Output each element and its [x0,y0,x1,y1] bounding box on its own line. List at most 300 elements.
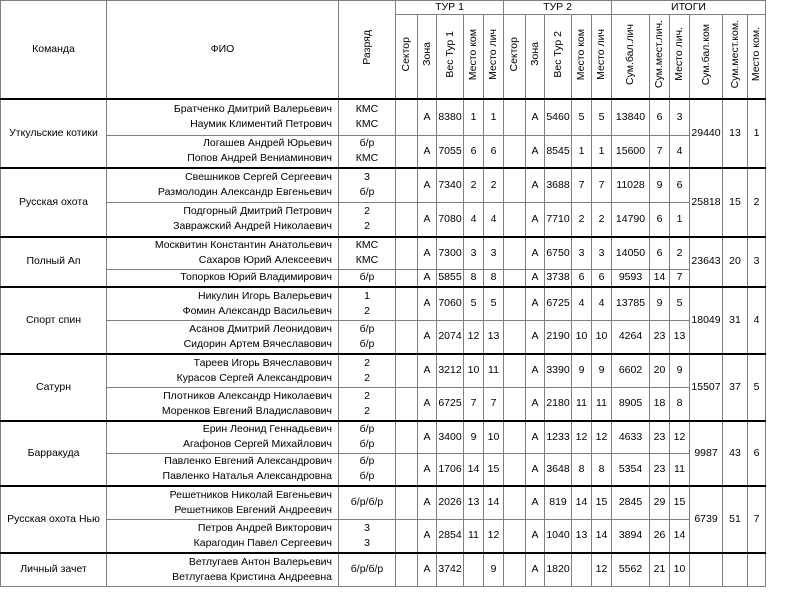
sector-tour1 [396,421,418,454]
zone-tour2: А [526,486,545,520]
sum-places-ind: 6 [650,237,670,270]
place-team-tour1: 8 [464,270,484,287]
place-team-tour2: 1 [572,136,592,168]
place-team-total: 7 [748,486,766,553]
sector-tour2 [504,136,526,168]
sum-points-ind: 5354 [612,454,650,486]
place-team-tour1: 10 [464,354,484,388]
sum-points-ind: 11028 [612,168,650,203]
participant-name: Наумик Климентий Петрович [190,118,332,131]
tour1-header: ТУР 1 [396,1,504,15]
weight-tour1: 5855 [437,270,464,287]
weight-tour1: 8380 [437,99,464,136]
participant-rank: б/р [359,337,375,350]
sector-tour2 [504,203,526,237]
place-ind-total: 12 [670,421,690,454]
participant-rank: б/р [359,438,375,451]
participant-rank: б/р [359,470,375,483]
weight-tour2: 3648 [545,454,572,486]
sector-tour1 [396,354,418,388]
participant-ranks [339,321,396,354]
col-rank-header: Разряд [339,1,396,99]
participant-name: Асанов Дмитрий Леонидович [189,322,332,335]
place-ind-tour2: 9 [592,354,612,388]
place-team-tour2: 14 [572,486,592,520]
weight-tour1: 6725 [437,388,464,421]
participant-names [107,287,339,321]
zone-tour1: А [418,136,437,168]
sector-tour1 [396,237,418,270]
participant-rank: 3 [364,536,370,549]
place-ind-total: 14 [670,520,690,553]
place-ind-tour2: 6 [592,270,612,287]
place-team-total: 3 [748,237,766,287]
participant-rank: б/р [359,271,375,284]
sector-tour1 [396,321,418,354]
place-team-tour2 [572,553,592,587]
weight-tour1: 7340 [437,168,464,203]
place-ind-total: 2 [670,237,690,270]
participant-rank: б/р [359,186,375,199]
place-team-tour2: 2 [572,203,592,237]
weight-tour2: 6750 [545,237,572,270]
zone-tour1: А [418,270,437,287]
participant-name: Свешников Сергей Сергеевич [185,171,332,184]
participant-rank: КМС [355,239,379,252]
place-ind-tour1: 10 [484,421,504,454]
table-row [1,486,766,520]
place-team-tour2: 5 [572,99,592,136]
place-ind-tour1: 1 [484,99,504,136]
place-ind-tour1: 2 [484,168,504,203]
totals-header: ИТОГИ [612,1,766,15]
sum-places-team: 43 [723,421,748,486]
zone-tour2: А [526,553,545,587]
participant-name: Ветлугаева Кристина Андреевна [172,570,332,583]
sector-tour1 [396,99,418,136]
place-team-tour1: 9 [464,421,484,454]
place-team-tour2: 7 [572,168,592,203]
sector-tour2 [504,421,526,454]
zone-tour1: А [418,203,437,237]
sum-points-team: 18049 [690,287,723,354]
participant-rank: 3 [364,521,370,534]
table-row [1,270,766,287]
place-team-tour1: 13 [464,486,484,520]
col-sum-places-ind-header: Сум.мест.лич. [650,15,670,99]
team-name: Сатурн [1,354,107,421]
weight-tour1: 2854 [437,520,464,553]
place-team-tour1: 1 [464,99,484,136]
participant-rank: б/р/б/р [350,496,384,509]
col-team-header: Команда [1,1,107,99]
zone-tour2: А [526,136,545,168]
col-sum-points-team-header: Сум.бал.ком [690,15,723,99]
participant-names [107,486,339,520]
zone-tour1: А [418,421,437,454]
participant-ranks [339,287,396,321]
table-row [1,287,766,321]
sum-places-ind: 23 [650,321,670,354]
place-team-tour1: 6 [464,136,484,168]
zone-tour2: А [526,421,545,454]
participant-ranks [339,454,396,486]
participant-ranks [339,553,396,587]
place-team-tour1: 12 [464,321,484,354]
place-team-tour1: 7 [464,388,484,421]
place-team-tour2: 4 [572,287,592,321]
sum-points-ind: 8905 [612,388,650,421]
place-ind-tour2: 12 [592,553,612,587]
place-ind-tour2: 12 [592,421,612,454]
place-team-tour2: 12 [572,421,592,454]
col-sector2-header: Сектор [504,15,526,99]
sector-tour1 [396,136,418,168]
participant-name: Ветлугаев Антон Валерьевич [188,555,332,568]
participant-name: Завражский Андрей Николаевич [173,220,332,233]
sum-places-ind: 6 [650,99,670,136]
sector-tour2 [504,454,526,486]
place-ind-tour2: 11 [592,388,612,421]
sum-points-team: 9987 [690,421,723,486]
weight-tour1: 7300 [437,237,464,270]
participant-name: Никулин Игорь Валерьевич [198,289,332,302]
place-ind-total: 9 [670,354,690,388]
table-row [1,388,766,421]
place-ind-total: 8 [670,388,690,421]
place-ind-tour2: 1 [592,136,612,168]
weight-tour2: 1820 [545,553,572,587]
place-ind-tour1: 6 [484,136,504,168]
sector-tour1 [396,168,418,203]
participant-names [107,421,339,454]
place-team-tour2: 10 [572,321,592,354]
participant-names [107,203,339,237]
sum-points-ind: 9593 [612,270,650,287]
sum-points-team: 6739 [690,486,723,553]
participant-names [107,553,339,587]
place-team-tour1: 14 [464,454,484,486]
participant-name: Павленко Наталья Александровна [162,470,332,483]
team-name: Личный зачет [1,553,107,587]
zone-tour1: А [418,287,437,321]
zone-tour1: А [418,237,437,270]
participant-ranks [339,99,396,136]
sector-tour2 [504,486,526,520]
col-place-team1-header: Место ком [464,15,484,99]
results-body [1,99,766,587]
place-ind-total: 11 [670,454,690,486]
zone-tour2: А [526,321,545,354]
place-team-total: 4 [748,287,766,354]
sum-points-team [690,553,723,587]
participant-rank: КМС [355,103,379,116]
col-place-team2-header: Место ком [572,15,592,99]
sum-places-ind: 14 [650,270,670,287]
sector-tour1 [396,270,418,287]
participant-rank: 3 [364,171,370,184]
zone-tour2: А [526,168,545,203]
place-ind-tour1: 4 [484,203,504,237]
participant-rank: 2 [364,389,370,402]
zone-tour2: А [526,388,545,421]
participant-ranks [339,168,396,203]
col-weight2-header: Вес Тур 2 [545,15,572,99]
weight-tour1: 2074 [437,321,464,354]
place-ind-tour1: 14 [484,486,504,520]
participant-name: Сидорин Артем Вячеславович [183,337,332,350]
zone-tour2: А [526,287,545,321]
participant-names [107,136,339,168]
sum-points-ind: 13840 [612,99,650,136]
sum-places-team: 37 [723,354,748,421]
col-place-ind2-header: Место лич [592,15,612,99]
participant-ranks [339,354,396,388]
team-name: Спорт спин [1,287,107,354]
sum-places-ind: 26 [650,520,670,553]
col-place-team-total-header: Место ком. [748,15,766,99]
sum-points-ind: 5562 [612,553,650,587]
sum-points-team: 15507 [690,354,723,421]
participant-name: Моренков Евгений Владиславович [161,404,332,417]
participant-names [107,237,339,270]
place-team-tour1: 2 [464,168,484,203]
sum-points-ind: 2845 [612,486,650,520]
place-ind-tour1: 11 [484,354,504,388]
zone-tour2: А [526,520,545,553]
place-team-tour1 [464,553,484,587]
col-sum-places-team-header: Сум.мест.ком. [723,15,748,99]
team-name: Русская охота [1,168,107,237]
table-row [1,321,766,354]
participant-names [107,321,339,354]
sector-tour1 [396,553,418,587]
sector-tour2 [504,287,526,321]
sector-tour2 [504,270,526,287]
sum-places-team: 51 [723,486,748,553]
place-ind-tour1: 5 [484,287,504,321]
participant-rank: б/р/б/р [350,563,384,576]
place-team-total [748,553,766,587]
sector-tour1 [396,454,418,486]
zone-tour1: А [418,454,437,486]
zone-tour1: А [418,354,437,388]
sector-tour2 [504,520,526,553]
participant-names [107,454,339,486]
participant-name: Размолодин Александр Евгеньевич [157,186,332,199]
participant-names [107,520,339,553]
zone-tour2: А [526,354,545,388]
sector-tour2 [504,99,526,136]
zone-tour2: А [526,270,545,287]
participant-name: Павленко Евгений Александрович [164,455,332,468]
participant-name: Топорков Юрий Владимирович [180,271,332,284]
place-ind-tour1: 15 [484,454,504,486]
place-ind-tour2: 5 [592,99,612,136]
sector-tour2 [504,237,526,270]
place-team-total: 2 [748,168,766,237]
sum-places-team: 31 [723,287,748,354]
weight-tour1: 1706 [437,454,464,486]
zone-tour2: А [526,237,545,270]
weight-tour1: 3400 [437,421,464,454]
col-zone2-header: Зона [526,15,545,99]
zone-tour1: А [418,388,437,421]
participant-names [107,354,339,388]
place-ind-total: 13 [670,321,690,354]
sector-tour2 [504,321,526,354]
zone-tour1: А [418,99,437,136]
weight-tour1: 3742 [437,553,464,587]
participant-names [107,168,339,203]
participant-rank: б/р [359,423,375,436]
participant-name: Подгорный Дмитрий Петрович [183,205,332,218]
weight-tour2: 7710 [545,203,572,237]
col-sum-points-ind-header: Сум.бал.лич [612,15,650,99]
table-row [1,136,766,168]
place-ind-tour1: 8 [484,270,504,287]
sector-tour2 [504,168,526,203]
table-row [1,168,766,203]
place-ind-tour1: 7 [484,388,504,421]
participant-name: Братченко Дмитрий Валерьевич [173,103,332,116]
weight-tour2: 2180 [545,388,572,421]
weight-tour2: 3390 [545,354,572,388]
place-ind-tour2: 14 [592,520,612,553]
place-ind-total: 4 [670,136,690,168]
place-ind-tour2: 3 [592,237,612,270]
participant-name: Агафонов Сергей Михайлович [183,438,332,451]
place-ind-total: 10 [670,553,690,587]
weight-tour2: 3688 [545,168,572,203]
zone-tour2: А [526,454,545,486]
participant-names [107,270,339,287]
sector-tour1 [396,287,418,321]
place-ind-tour1: 3 [484,237,504,270]
sector-tour2 [504,354,526,388]
participant-rank: КМС [355,152,379,165]
weight-tour1: 7080 [437,203,464,237]
participant-ranks [339,486,396,520]
participant-name: Решетников Николай Евгеньевич [169,488,332,501]
participant-names [107,99,339,136]
place-team-tour2: 9 [572,354,592,388]
place-ind-total: 7 [670,270,690,287]
participant-rank: 2 [364,404,370,417]
sum-points-ind: 4264 [612,321,650,354]
place-ind-tour2: 7 [592,168,612,203]
table-row [1,99,766,136]
sum-points-ind: 4633 [612,421,650,454]
place-ind-tour2: 15 [592,486,612,520]
zone-tour2: А [526,99,545,136]
weight-tour1: 7055 [437,136,464,168]
team-name: Барракуда [1,421,107,486]
place-team-total: 1 [748,99,766,168]
col-fio-header: ФИО [107,1,339,99]
sum-places-ind: 23 [650,421,670,454]
sum-places-ind: 20 [650,354,670,388]
participant-rank: б/р [359,455,375,468]
participant-ranks [339,270,396,287]
sector-tour1 [396,520,418,553]
place-team-tour2: 8 [572,454,592,486]
participant-rank: 1 [364,289,370,302]
participant-name: Петров Андрей Викторович [197,521,332,534]
sum-places-ind: 23 [650,454,670,486]
participant-names [107,388,339,421]
sum-places-team: 13 [723,99,748,168]
participant-name: Решетников Евгений Андреевич [174,503,332,516]
place-team-tour1: 4 [464,203,484,237]
participant-rank: 2 [364,220,370,233]
place-ind-total: 1 [670,203,690,237]
sum-places-ind: 9 [650,287,670,321]
sum-places-ind: 9 [650,168,670,203]
team-name: Русская охота Нью [1,486,107,553]
place-ind-tour2: 10 [592,321,612,354]
sum-points-ind: 6602 [612,354,650,388]
table-row [1,553,766,587]
place-ind-total: 6 [670,168,690,203]
place-team-tour1: 5 [464,287,484,321]
place-ind-total: 5 [670,287,690,321]
place-team-tour1: 3 [464,237,484,270]
sum-places-team: 20 [723,237,748,287]
participant-rank: 2 [364,356,370,369]
participant-name: Карагодин Павел Сергеевич [193,536,332,549]
weight-tour2: 1040 [545,520,572,553]
sector-tour1 [396,203,418,237]
place-ind-tour1: 12 [484,520,504,553]
weight-tour1: 2026 [437,486,464,520]
sector-tour2 [504,388,526,421]
participant-ranks [339,421,396,454]
tour2-header: ТУР 2 [504,1,612,15]
weight-tour1: 7060 [437,287,464,321]
col-sector1-header: Сектор [396,15,418,99]
sector-tour1 [396,388,418,421]
participant-name: Ерин Леонид Геннадьевич [202,423,332,436]
zone-tour2: А [526,203,545,237]
participant-ranks [339,136,396,168]
sum-places-ind: 6 [650,203,670,237]
participant-name: Сахаров Юрий Алексеевич [198,254,332,267]
sum-places-team [723,553,748,587]
sum-points-ind: 14050 [612,237,650,270]
table-row [1,354,766,388]
place-ind-total: 15 [670,486,690,520]
weight-tour2: 6725 [545,287,572,321]
sum-points-team: 25818 [690,168,723,237]
weight-tour2: 5460 [545,99,572,136]
place-ind-tour2: 4 [592,287,612,321]
col-weight1-header: Вес Тур 1 [437,15,464,99]
sum-points-team: 23643 [690,237,723,287]
sum-places-ind: 7 [650,136,670,168]
participant-name: Тареев Игорь Вячеславович [193,356,332,369]
place-ind-total: 3 [670,99,690,136]
table-row [1,421,766,454]
place-ind-tour1: 9 [484,553,504,587]
weight-tour2: 2190 [545,321,572,354]
team-name: Уткульские котики [1,99,107,168]
participant-name: Логашев Андрей Юрьевич [203,137,332,150]
table-row [1,520,766,553]
participant-ranks [339,388,396,421]
sum-points-ind: 13785 [612,287,650,321]
zone-tour1: А [418,321,437,354]
